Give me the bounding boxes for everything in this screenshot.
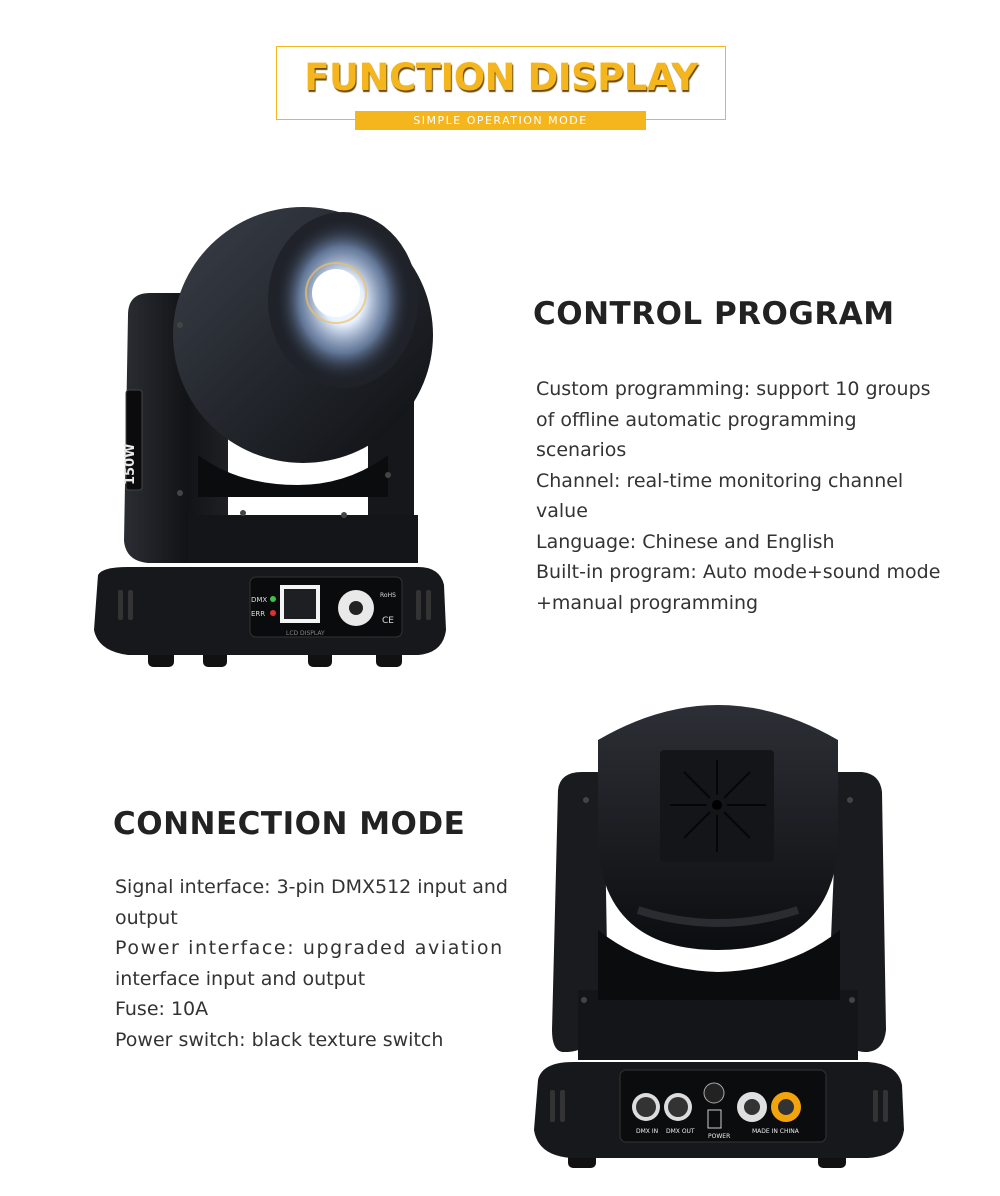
text-line: of offline automatic programming	[536, 408, 857, 431]
connection-mode-heading: CONNECTION MODE	[113, 806, 465, 842]
connection-mode-text	[115, 872, 515, 1055]
text-line: Signal interface: 3-pin DMX512 input and	[115, 876, 508, 898]
control-program-text	[536, 374, 976, 618]
text-line: Power interface: upgraded aviation	[115, 937, 504, 959]
text-line: Fuse: 10A	[115, 998, 209, 1020]
text-line: scenarios	[536, 439, 627, 461]
text-line: Power switch: black texture switch	[115, 1028, 444, 1051]
text-line: +manual programming	[536, 591, 759, 614]
lcd-display-label: LCD DISPLAY	[286, 630, 325, 637]
rohs-mark: RoHS	[380, 592, 396, 599]
text-line: interface input and output	[115, 967, 366, 990]
page-subtitle: SIMPLE OPERATION MODE	[355, 111, 646, 130]
wattage-label: 150W	[123, 443, 138, 485]
text-line: value	[536, 500, 588, 522]
moving-head-front-image	[88, 185, 450, 673]
text-line: Language: Chinese and English	[536, 530, 835, 553]
dmx-in-label: DMX IN	[636, 1128, 659, 1135]
text-line: output	[115, 906, 178, 929]
power-label: POWER	[708, 1133, 731, 1140]
made-in-china-label: MADE IN CHINA	[752, 1128, 799, 1135]
page-title: FUNCTION DISPLAY	[304, 56, 698, 99]
text-line: Built-in program: Auto mode+sound mode	[536, 561, 941, 583]
moving-head-rear-image	[528, 700, 910, 1172]
control-program-heading: CONTROL PROGRAM	[533, 296, 895, 332]
dmx-indicator-label: DMX	[251, 596, 268, 604]
text-line: Channel: real-time monitoring channel	[536, 469, 904, 492]
text-line: Custom programming: support 10 groups	[536, 378, 931, 400]
err-indicator-label: ERR	[251, 610, 266, 618]
dmx-out-label: DMX OUT	[666, 1128, 695, 1135]
ce-mark: CE	[382, 616, 394, 626]
